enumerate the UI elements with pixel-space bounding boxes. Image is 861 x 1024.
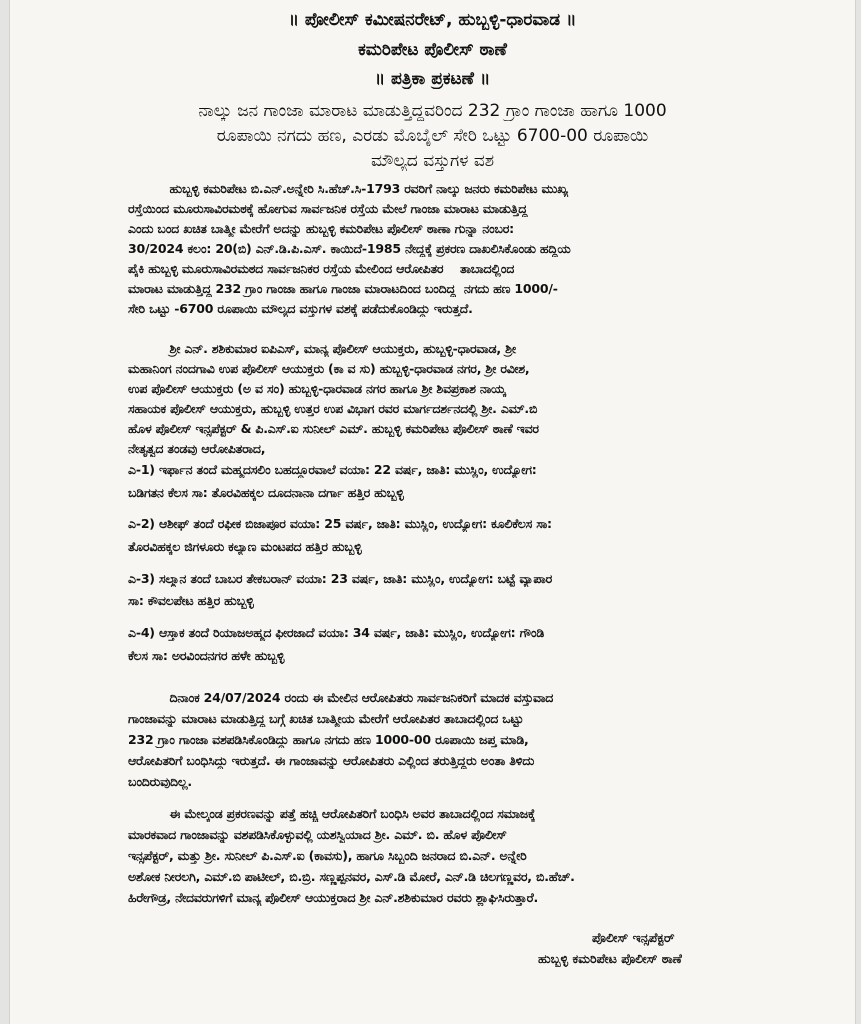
para2-line: ಹೊಳ ಪೊಲೀಸ್ ಇನ್ಸಪೆಕ್ಟರ್ & ಪಿ.ಎಸ್.ಐ ಸುನೀಲ್ ಎಮ್. ಹುಬ್ಬಳ್ಳಿ ಕಮರಿಪೇಟ ಪೊಲೀಸ್ ಠಾಣೆ ಇವರ xyxy=(128,421,539,436)
para2-line: ನೇತೃತ್ವದ ತಂಡವು ಆರೋಪಿತರಾದ, xyxy=(128,441,266,456)
subject-line-1: ನಾಲ್ಕು ಜನ ಗಾಂಜಾ ಮಾರಾಟ ಮಾಡುತ್ತಿದ್ದವರಿಂದ 232 ಗ್ರಾಂ ಗಾಂಜಾ ಹಾಗೂ 1000 xyxy=(198,101,667,121)
header-press-note: ॥ ಪತ್ರಿಕಾ ಪ್ರಕಟಣೆ ॥ xyxy=(374,69,491,89)
para1-line: ಸೇರಿ ಒಟ್ಟು -6700 ರೂಪಾಯಿ ಮೌಲ್ಯದ ವಸ್ತುಗಳ ವಶಕ್ಕೆ ಪಡೆದುಕೊಂಡಿದ್ದು ಇರುತ್ತದೆ. xyxy=(128,301,473,316)
subject-line-2: ರೂಪಾಯಿ ನಗದು ಹಣ, ಎರಡು ಮೊಬೈಲ್ ಸೇರಿ ಒಟ್ಟು 6700-00 ರೂಪಾಯಿ xyxy=(216,126,649,146)
signature-designation: ಪೊಲೀಸ್ ಇನ್ಸಪೆಕ್ಟರ್ xyxy=(592,930,675,945)
para1-line: ಎಂದು ಬಂದ ಖಚಿತ ಬಾತ್ಮೀ ಮೇರೆಗೆ ಅದನ್ನು ಹುಬ್ಬಳ್ಳಿ ಕಮರಿಪೇಟ ಪೊಲೀಸ್ ಠಾಣಾ ಗುನ್ನಾ ನಂಬರ: xyxy=(128,221,514,236)
subject-line-3: ಮೌಲ್ಯದ ವಸ್ತುಗಳ ವಶ xyxy=(370,151,495,171)
accused-4-line-2: ಕೆಲಸ ಸಾ: ಅರವಿಂದನಗರ ಹಳೇ ಹುಬ್ಬಳ್ಳಿ xyxy=(128,648,285,663)
para3-line: 232 ಗ್ರಾಂ ಗಾಂಜಾ ವಶಪಡಿಸಿಕೊಂಡಿದ್ದು ಹಾಗೂ ನಗದು ಹಣ 1000-00 ರೂಪಾಯಿ ಜಪ್ತ ಮಾಡಿ, xyxy=(128,732,529,747)
accused-4-line-1: ಎ-4) ಆಸ್ತಾಕ ತಂದೆ ರಿಯಾಜಅಹ್ಮದ ಫೀರಜಾದೆ ವಯಾ: 34 ವರ್ಷ, ಜಾತಿ: ಮುಸ್ಲಿಂ, ಉದ್ಯೋಗ: ಗೌಂಡಿ xyxy=(128,625,545,640)
accused-2-line-1: ಎ-2) ಆಶೀಫ್ ತಂದೆ ರಫೀಕ ಬಿಜಾಪೂರ ವಯಾ: 25 ವರ್ಷ, ಜಾತಿ: ಮುಸ್ಲಿಂ, ಉದ್ಯೋಗ: ಕೂಲಿಕೆಲಸ ಸಾ: xyxy=(128,516,552,531)
accused-1-line-2: ಬಡಿಗತನ ಕೆಲಸ ಸಾ: ತೊರವಿಹಕ್ಕಲ ದೂದನಾನಾ ದರ್ಗಾ ಹತ್ತಿರ ಹುಬ್ಬಳ್ಳಿ xyxy=(128,485,404,500)
accused-3-line-1: ಎ-3) ಸಲ್ಮಾನ ತಂದೆ ಬಾಬರ ತೇಕಬರಾನ್ ವಯಾ: 23 ವರ್ಷ, ಜಾತಿ: ಮುಸ್ಲಿಂ, ಉದ್ಯೋಗ: ಬಟ್ಟೆ ವ್ಯಾಪಾರ xyxy=(128,571,552,586)
para3-line: ಬಂದಿರುವುದಿಲ್ಲ. xyxy=(128,774,192,789)
accused-2-line-2: ತೊರವಿಹಕ್ಕಲ ಜಿಗಳೂರು ಕಲ್ಯಾಣ ಮಂಟಪದ ಹತ್ತಿರ ಹುಬ್ಬಳ್ಳಿ xyxy=(128,539,362,554)
para1-line: ರಸ್ತೆಯಿಂದ ಮೂರುಸಾವಿರಮಠಕ್ಕೆ ಹೋಗುವ ಸಾರ್ವಜನಿಕ ರಸ್ತೆಯ ಮೇಲೆ ಗಾಂಜಾ ಮಾರಾಟ ಮಾಡುತ್ತಿದ್ದ xyxy=(128,201,528,216)
para3-line: ಗಾಂಜಾವನ್ನು ಮಾರಾಟ ಮಾಡುತ್ತಿದ್ದ ಬಗ್ಗೆ ಖಚಿತ ಬಾತ್ಮೀಯ ಮೇರೆಗೆ ಆರೋಪಿತರ ತಾಬಾದಲ್ಲಿಂದ ಒಟ್ಟು xyxy=(128,711,524,726)
para2-line: ಸಹಾಯಕ ಪೊಲೀಸ್ ಆಯುಕ್ತರು, ಹುಬ್ಬಳ್ಳಿ ಉತ್ತರ ಉಪ ವಿಭಾಗ ರವರ ಮಾರ್ಗದರ್ಶನದಲ್ಲಿ ಶ್ರೀ. ಎಮ್.ಬಿ xyxy=(128,401,538,416)
para4-line: ಅಶೋಕ ನೀರಲಗಿ, ಎಮ್.ಬಿ ಪಾಟೀಲ್, ಬಿ.ಬ್ರಿ. ಸಣ್ಣಪ್ಪನವರ, ಎಸ್.ಡಿ ಮೋರೆ, ಎನ್.ಡಿ ಚಿಲಗಣ್ಣವರ, ಬಿ.ಹೆಚ್. xyxy=(128,869,575,884)
para1-line: ಮಾರಾಟ ಮಾಡುತ್ತಿದ್ದ 232 ಗ್ರಾಂ ಗಾಂಜಾ ಹಾಗೂ ಗಾಂಜಾ ಮಾರಾಟದಿಂದ ಬಂದಿದ್ದ ನಗದು ಹಣ 1000/- xyxy=(128,281,558,296)
para3-line: ಆರೋಪಿತರಿಗೆ ಬಂಧಿಸಿದ್ದು ಇರುತ್ತದೆ. ಈ ಗಾಂಜಾವನ್ನು ಆರೋಪಿತರು ಎಲ್ಲಿಂದ ತರುತ್ತಿದ್ದರು ಅಂತಾ ತಿಳಿದು xyxy=(128,753,535,768)
header-station: ಕಮರಿಪೇಟ ಪೊಲೀಸ್ ಠಾಣೆ xyxy=(358,40,507,60)
header-commissionerate: ॥ ಪೋಲೀಸ್ ಕಮೀಷನರೇಟ್, ಹುಬ್ಬಳ್ಳಿ-ಧಾರವಾಡ ॥ xyxy=(288,10,577,30)
accused-3-line-2: ಸಾ: ಕೌವಲಪೇಟ ಹತ್ತಿರ ಹುಬ್ಬಳ್ಳಿ xyxy=(128,593,254,608)
signature-station: ಹುಬ್ಬಳ್ಳಿ ಕಮರಿಪೇಟ ಪೊಲೀಸ್ ಠಾಣೆ xyxy=(538,951,682,966)
para1-line: ಹುಬ್ಬಳ್ಳಿ ಕಮರಿಪೇಟ ಬಿ.ಎನ್.ಅನ್ನೇರಿ ಸಿ.ಹೆಚ್.ಸಿ-1793 ರವರಿಗೆ ನಾಲ್ಕು ಜನರು ಕಮರಿಪೇಟ ಮುಖ್ಯ xyxy=(128,181,568,196)
para2-line: ಉಪ ಪೊಲೀಸ್ ಆಯುಕ್ತರು (ಅ ವ ಸಂ) ಹುಬ್ಬಳ್ಳಿ-ಧಾರವಾಡ ನಗರ ಹಾಗೂ ಶ್ರೀ ಶಿವಪ್ರಕಾಶ ನಾಯ್ಕ xyxy=(128,381,506,396)
para2-line: ಮಹಾನಿಂಗ ನಂದಗಾವಿ ಉಪ ಪೊಲೀಸ್ ಆಯುಕ್ತರು (ಕಾ ವ ಸು) ಹುಬ್ಬಳ್ಳಿ-ಧಾರವಾಡ ನಗರ, ಶ್ರೀ ರವೀಶ, xyxy=(128,361,530,376)
para4-line: ಈ ಮೇಲ್ಕಂಡ ಪ್ರಕರಣವನ್ನು ಪತ್ತೆ ಹಚ್ಚಿ ಆರೋಪಿತರಿಗೆ ಬಂಧಿಸಿ ಅವರ ತಾಬಾದಲ್ಲಿಂದ ಸಮಾಜಕ್ಕೆ xyxy=(128,806,536,821)
press-release-page xyxy=(10,0,855,1024)
para2-line: ಶ್ರೀ ಎನ್. ಶಶಿಕುಮಾರ ಐಪಿಎಸ್, ಮಾನ್ಯ ಪೊಲೀಸ್ ಆಯುಕ್ತರು, ಹುಬ್ಬಳ್ಳಿ-ಧಾರವಾಡ, ಶ್ರೀ xyxy=(128,341,516,356)
accused-1-line-1: ಎ-1) ಇರ್ಫಾನ ತಂದೆ ಮಹ್ಮದಸಲಿಂ ಬಹದ್ದೂರವಾಲೆ ವಯಾ: 22 ವರ್ಷ, ಜಾತಿ: ಮುಸ್ಲಿಂ, ಉದ್ಯೋಗ: xyxy=(128,462,537,477)
para1-line: 30/2024 ಕಲಂ: 20(ಬಿ) ಎನ್.ಡಿ.ಪಿ.ಎಸ್. ಕಾಯಿದೆ-1985 ನೇದ್ದಕ್ಕೆ ಪ್ರಕರಣ ದಾಖಲಿಸಿಕೊಂಡು ಹದ್ದಿಯ xyxy=(128,241,571,256)
para4-line: ಇನ್ಸಪೆಕ್ಟರ್, ಮತ್ತು ಶ್ರೀ. ಸುನೀಲ್ ಪಿ.ಎಸ್.ಐ (ಕಾವಸು), ಹಾಗೂ ಸಿಬ್ಬಂದಿ ಜನರಾದ ಬಿ.ಎನ್. ಅನ್ನೇರಿ xyxy=(128,848,527,863)
para4-line: ಹಿರೇಗೌಡ್ರ, ನೇದವರುಗಳಿಗೆ ಮಾನ್ಯ ಪೊಲೀಸ್ ಆಯುಕ್ತರಾದ ಶ್ರೀ ಎನ್.ಶಶಿಕುಮಾರ ರವರು ಶ್ಲಾಘಿಸಿರುತ್ತಾರೆ. xyxy=(128,890,539,905)
para4-line: ಮಾರಕವಾದ ಗಾಂಜಾವನ್ನು ವಶಪಡಿಸಿಕೊಳ್ಳುವಲ್ಲಿ ಯಶಸ್ವಿಯಾದ ಶ್ರೀ. ಎಮ್. ಬಿ. ಹೊಳ ಪೊಲೀಸ್ xyxy=(128,827,507,842)
para3-line: ದಿನಾಂಕ 24/07/2024 ರಂದು ಈ ಮೇಲಿನ ಆರೋಪಿತರು ಸಾರ್ವಜನಿಕರಿಗೆ ಮಾದಕ ವಸ್ತುವಾದ xyxy=(128,690,554,705)
para1-line: ಪೈಕಿ ಹುಬ್ಬಳ್ಳಿ ಮೂರುಸಾವಿರಮಠದ ಸಾರ್ವಜನಿಕರ ರಸ್ತೆಯ ಮೇಲಿಂದ ಆರೋಪಿತರ ತಾಬಾದಲ್ಲಿಂದ xyxy=(128,261,515,276)
